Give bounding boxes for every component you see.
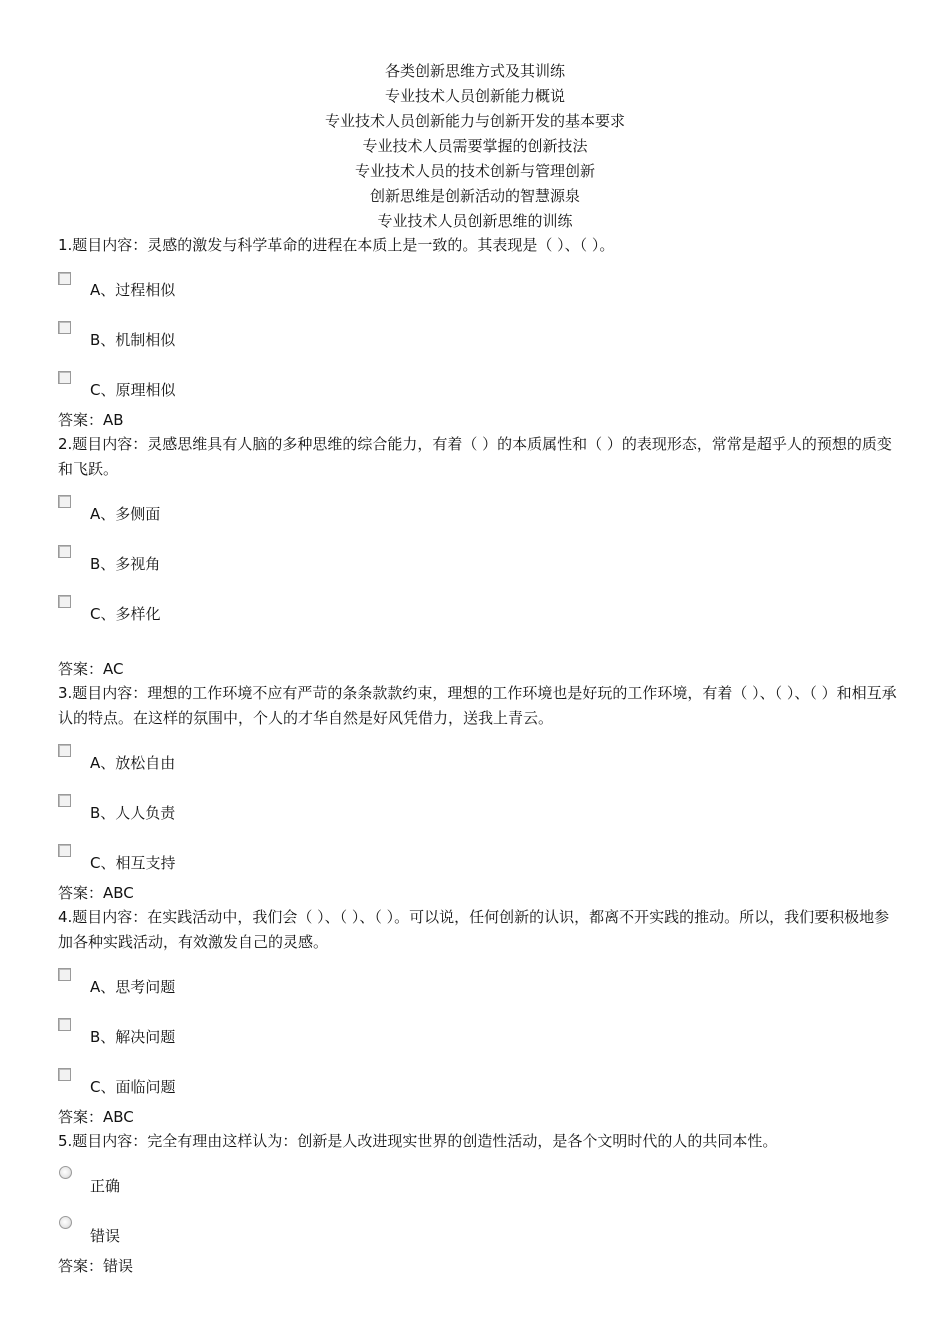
option-label: C、多样化	[90, 605, 161, 623]
option-label: B、解决问题	[90, 1028, 176, 1046]
answer-text: 答案：ABC	[58, 884, 134, 902]
option-label: B、机制相似	[90, 331, 176, 349]
option-label: A、多侧面	[90, 505, 161, 523]
heading-line: 专业技术人员创新思维的训练	[377, 212, 573, 230]
question-text: 3.题目内容：理想的工作环境不应有严苛的条条款款约束，理想的工作环境也是好玩的工作环境，有着（ ）、（ ）、（ ）和相互承认的特点。在这样的氛围中，个人的才华自然是好风凭借力，送我上青云。	[58, 684, 897, 727]
option-checkbox[interactable]	[58, 1018, 71, 1031]
option-label: 错误	[90, 1227, 121, 1245]
question-text: 4.题目内容：在实践活动中，我们会（ ）、（ ）、（ ）。可以说，任何创新的认识，都离不开实践的推动。所以，我们要积极地参加各种实践活动，有效激发自己的灵感。	[58, 908, 890, 951]
answer-text: 答案：ABC	[58, 1108, 134, 1126]
option-checkbox[interactable]	[58, 371, 71, 384]
heading-line: 创新思维是创新活动的智慧源泉	[369, 187, 580, 205]
option-label: B、多视角	[90, 555, 161, 573]
question-text: 5.题目内容：完全有理由这样认为：创新是人改进现实世界的创造性活动，是各个文明时代的人的共同本性。	[58, 1132, 778, 1150]
option-checkbox[interactable]	[58, 1068, 71, 1081]
heading-line: 专业技术人员创新能力与创新开发的基本要求	[324, 112, 625, 130]
option-checkbox[interactable]	[58, 794, 71, 807]
heading-line: 专业技术人员创新能力概说	[384, 87, 565, 105]
option-label: C、原理相似	[90, 381, 176, 399]
option-label: A、过程相似	[90, 281, 176, 299]
answer-text: 答案：错误	[58, 1257, 134, 1275]
option-checkbox[interactable]	[58, 495, 71, 508]
answer-text: 答案：AB	[58, 411, 124, 429]
option-label: B、人人负责	[90, 804, 176, 822]
heading-line: 专业技术人员的技术创新与管理创新	[354, 162, 595, 180]
option-checkbox[interactable]	[58, 321, 71, 334]
option-checkbox[interactable]	[58, 968, 71, 981]
option-label: A、放松自由	[90, 754, 176, 772]
option-label: A、思考问题	[90, 978, 176, 996]
option-checkbox[interactable]	[58, 844, 71, 857]
option-checkbox[interactable]	[58, 545, 71, 558]
option-checkbox[interactable]	[58, 595, 71, 608]
option-label: C、面临问题	[90, 1078, 176, 1096]
heading-line: 专业技术人员需要掌握的创新技法	[362, 137, 588, 155]
heading-line: 各类创新思维方式及其训练	[384, 62, 565, 80]
question-text: 2.题目内容：灵感思维具有人脑的多种思维的综合能力，有着（ ）的本质属性和（ ）的表现形态，常常是超乎人的预想的质变和飞跃。	[58, 435, 892, 478]
option-checkbox[interactable]	[58, 272, 71, 285]
option-radio[interactable]	[59, 1166, 72, 1179]
question-text: 1.题目内容：灵感的激发与科学革命的进程在本质上是一致的。其表现是（ ）、（ ）。	[58, 236, 615, 254]
answer-text: 答案：AC	[58, 660, 124, 678]
option-label: 正确	[90, 1177, 121, 1195]
option-radio[interactable]	[59, 1216, 72, 1229]
option-label: C、相互支持	[90, 854, 176, 872]
option-checkbox[interactable]	[58, 744, 71, 757]
